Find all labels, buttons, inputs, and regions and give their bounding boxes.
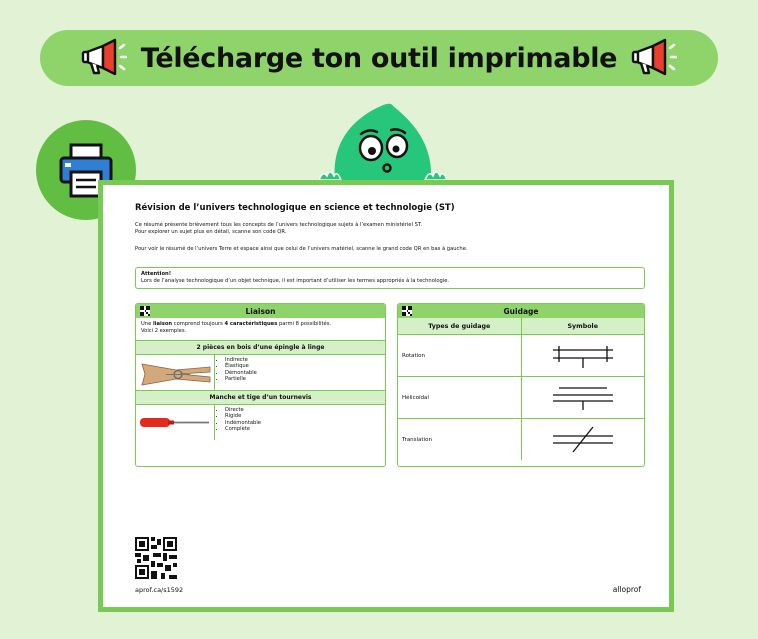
- guidage-header: [398, 304, 644, 318]
- example-heading: 2 pièces en bois d’une épingle à linge: [136, 340, 385, 355]
- guidage-type: Hélicoïdal: [398, 377, 521, 419]
- qr-link[interactable]: aprof.ca/s1592: [135, 586, 184, 594]
- list-item: • Partielle: [225, 376, 257, 382]
- characteristics-list: [215, 355, 257, 390]
- liaison-description: Une liaison comprend toujours 4 caractéristiques parmi 8 possibilités. Voici 2 exemples.: [141, 321, 332, 334]
- attention-title: Attention!: [141, 271, 172, 277]
- liaison-header: [136, 304, 385, 318]
- qr-code-icon[interactable]: [402, 306, 412, 316]
- example-row: [136, 405, 385, 440]
- liaison-panel: [135, 303, 386, 467]
- attention-box: [135, 267, 645, 289]
- guidage-type: Rotation: [398, 335, 521, 377]
- table-row: [398, 377, 644, 419]
- helicoidal-symbol: [521, 377, 644, 419]
- example-heading: Manche et tige d’un tournevis: [136, 390, 385, 405]
- guidage-type: Translation: [402, 436, 432, 443]
- rotation-symbol: [521, 335, 644, 377]
- liaison-title: Liaison: [245, 306, 276, 316]
- table-row: [398, 335, 644, 377]
- qr-code-icon[interactable]: [135, 537, 177, 579]
- table-row: [398, 419, 644, 461]
- guidage-title: Guidage: [503, 306, 539, 316]
- megaphone-icon: [631, 38, 677, 78]
- column-header: Symbole: [521, 318, 644, 335]
- list-item: • Indirecte: [225, 357, 257, 363]
- brand-logo-text: alloprof: [612, 585, 641, 594]
- download-banner[interactable]: [40, 30, 718, 86]
- printable-document: [98, 180, 674, 612]
- list-item: • Rigide: [225, 413, 261, 419]
- mascot-character: [313, 100, 453, 192]
- column-header: Types de guidage: [398, 318, 521, 335]
- attention-text: Lors de l’analyse technologique d’un objet technique, il est important d’utiliser les termes appropriés à la technologie.: [141, 278, 450, 284]
- list-item: • Démontable: [225, 370, 257, 376]
- document-intro: Ce résumé présente brièvement tous les concepts de l’univers technologique sujets à l’examen ministériel ST. Pour explorer un sujet plus en détail, scanne son code QR.: [135, 222, 423, 235]
- translation-symbol: [521, 419, 644, 461]
- list-item: • Directe: [225, 407, 261, 413]
- banner-title[interactable]: Télécharge ton outil imprimable: [140, 42, 618, 74]
- guidage-panel: [397, 303, 645, 467]
- example-row: [136, 355, 385, 390]
- characteristics-list: [215, 405, 261, 440]
- list-item: • Indémontable: [225, 420, 261, 426]
- qr-code-icon[interactable]: [140, 306, 150, 316]
- document-intro-note: Pour voir le résumé de l’univers Terre et espace ainsi que celui de l’univers matériel, scanne le grand code QR en bas à gauche.: [135, 246, 468, 252]
- document-title: Révision de l’univers technologique en science et technologie (ST): [135, 203, 455, 213]
- clothespin-image: [136, 355, 215, 390]
- screwdriver-image: [136, 405, 215, 440]
- guidage-table: [398, 318, 644, 460]
- list-item: • Complète: [225, 426, 261, 432]
- list-item: • Élastique: [225, 363, 257, 369]
- megaphone-icon: [81, 38, 127, 78]
